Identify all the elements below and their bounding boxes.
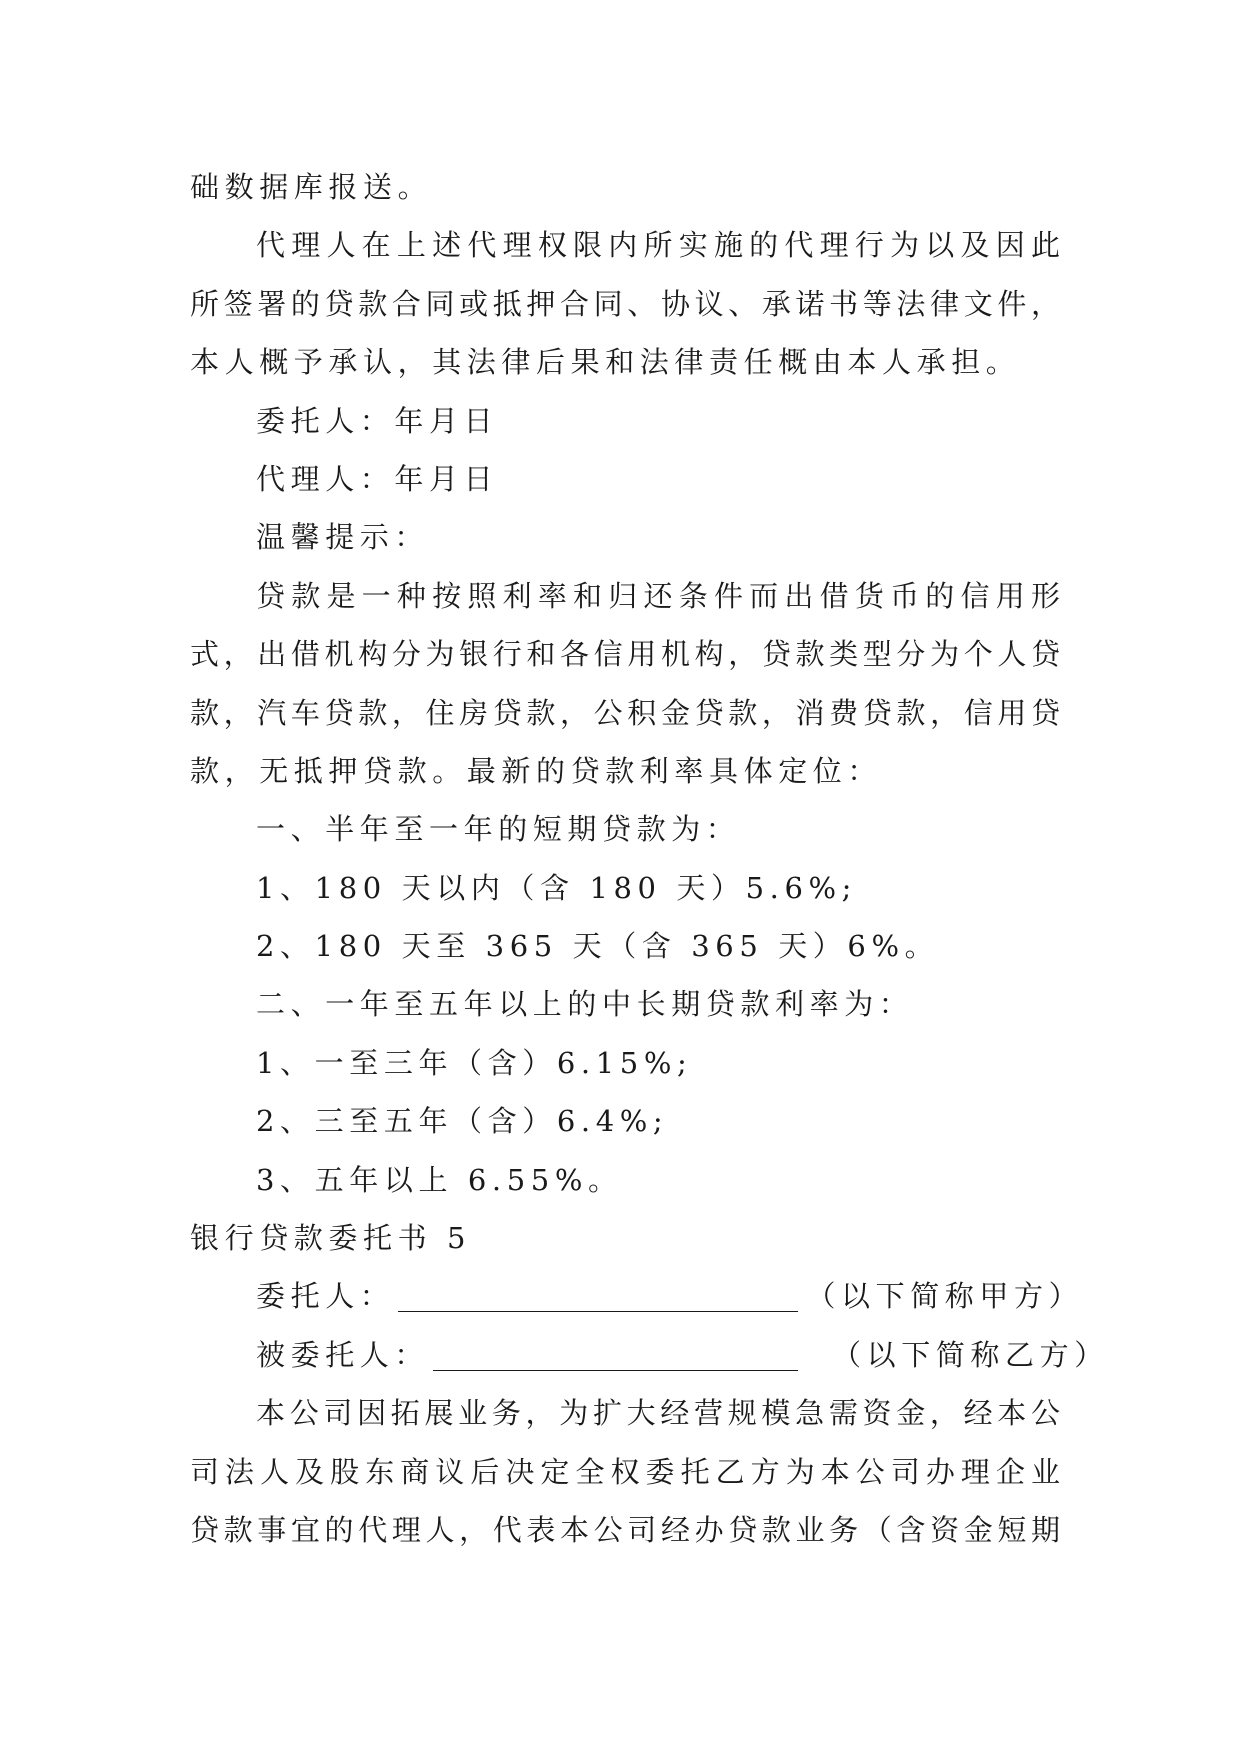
text-line: 式，出借机构分为银行和各信用机构，贷款类型分为个人贷 — [190, 637, 1060, 672]
signature-line-principal: 委托人：年月日 — [256, 403, 499, 438]
principal-label: 委托人： — [256, 1279, 395, 1314]
agent-label: 被委托人： — [256, 1337, 430, 1372]
text-line: 本公司因拓展业务，为扩大经营规模急需资金，经本公 — [256, 1396, 1060, 1431]
text-line: 代理人在上述代理权限内所实施的代理行为以及因此 — [256, 228, 1060, 263]
text-line: 款，无抵押贷款。最新的贷款利率具体定位： — [190, 753, 883, 788]
principal-suffix: （以下简称甲方） — [806, 1279, 1084, 1314]
list-item: 3、五年以上 6.55%。 — [256, 1162, 623, 1197]
list-item: 1、180 天以内（含 180 天）5.6%; — [256, 870, 858, 905]
section-title: 银行贷款委托书 5 — [190, 1221, 472, 1256]
text-line: 司法人及股东商议后决定全权委托乙方为本公司办理企业 — [190, 1454, 1060, 1489]
text-line: 贷款是一种按照利率和归还条件而出借货币的信用形 — [256, 578, 1060, 613]
text-line: 本人概予承认，其法律后果和法律责任概由本人承担。 — [190, 345, 1021, 380]
document-page — [190, 158, 1109, 1559]
text-line: 础数据库报送。 — [190, 170, 433, 204]
list-heading: 二、一年至五年以上的中长期贷款利率为： — [256, 987, 914, 1022]
agent-blank — [433, 1340, 798, 1371]
list-item: 2、三至五年（含）6.4%; — [256, 1104, 669, 1139]
signature-line-agent: 代理人：年月日 — [256, 461, 499, 496]
text-line: 款，汽车贷款，住房贷款，公积金贷款，消费贷款，信用贷 — [190, 695, 1060, 730]
tip-heading: 温馨提示： — [256, 520, 430, 555]
principal-blank — [398, 1281, 798, 1312]
list-item: 2、180 天至 365 天（含 365 天）6%。 — [256, 929, 940, 964]
list-item: 1、一至三年（含）6.15%; — [256, 1045, 693, 1080]
agent-line — [190, 1326, 1109, 1384]
list-heading: 一、半年至一年的短期贷款为： — [256, 812, 741, 847]
text-line: 所签署的贷款合同或抵押合同、协议、承诺书等法律文件， — [190, 286, 1060, 321]
agent-suffix: （以下简称乙方） — [832, 1337, 1109, 1372]
text-line: 贷款事宜的代理人，代表本公司经办贷款业务（含资金短期 — [190, 1512, 1060, 1547]
principal-line — [190, 1267, 1084, 1325]
